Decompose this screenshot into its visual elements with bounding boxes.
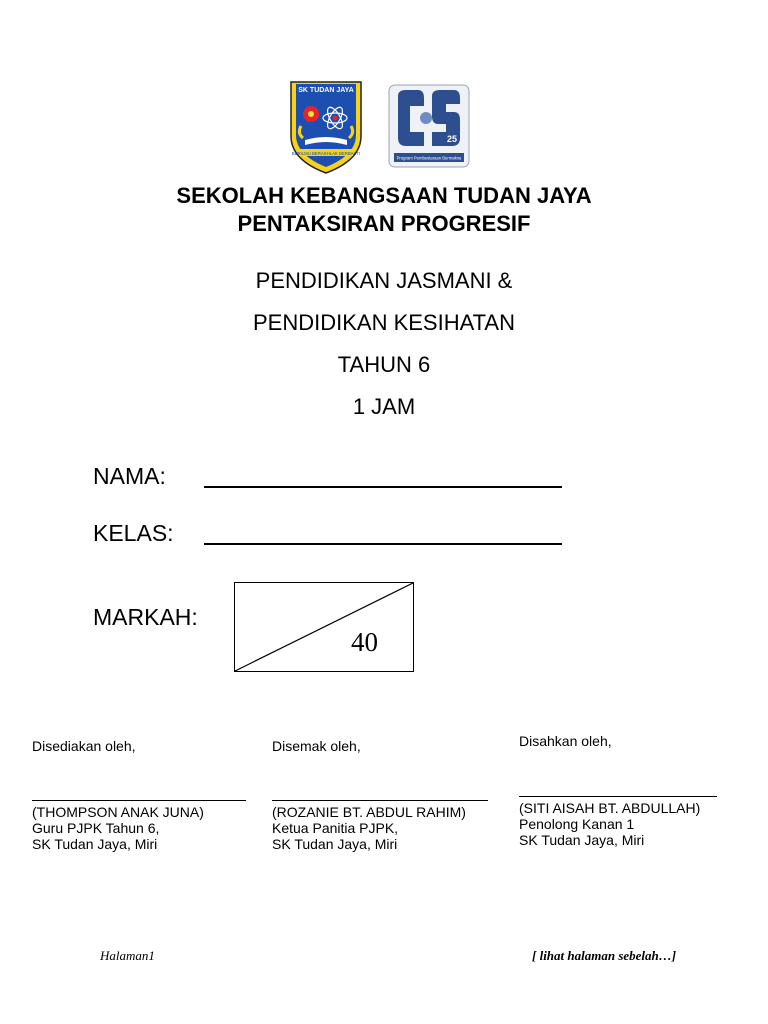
marks-diagonal [235,583,413,671]
crest-text: SK TUDAN JAYA [298,87,354,94]
assessment-title: PENTAKSIRAN PROGRESIF [237,211,531,236]
year-label: TAHUN 6 [337,352,431,377]
marks-total: 40 [351,627,378,657]
approved-by-place: SK Tudan Jaya, Miri [519,832,645,848]
approved-by-role: Penolong Kanan 1 [519,816,635,832]
checked-by-caption: Disemak oleh, [272,738,361,754]
next-page-note: [ lihat halaman sebelah…] [532,948,677,963]
program-logo-number: 25 [446,134,458,144]
checked-by-place: SK Tudan Jaya, Miri [272,836,398,852]
checked-by-role: Ketua Panitia PJPK, [272,820,399,836]
school-name: SEKOLAH KEBANGSAAN TUDAN JAYA [176,183,592,208]
name-label: NAMA: [93,463,166,489]
approved-by-signature-line [519,796,717,797]
prepared-by-name: (THOMPSON ANAK JUNA) [32,804,204,820]
subject-line-1: PENDIDIKAN JASMANI & [255,268,513,293]
prepared-by-role: Guru PJPK Tahun 6, [32,820,160,836]
checked-by-signature-line [272,800,488,801]
duration-label: 1 JAM [352,394,416,419]
crest-motto: BERILMU BERAKHLAK BERBAKTI [291,151,361,156]
approved-by-caption: Disahkan oleh, [519,733,612,749]
name-field[interactable] [204,486,562,488]
marks-label: MARKAH: [93,604,198,630]
program-logo-text: Program Pembestaraan Bermakna [396,155,462,161]
class-label: KELAS: [93,520,174,546]
prepared-by-place: SK Tudan Jaya, Miri [32,836,158,852]
checked-by-name: (ROZANIE BT. ABDUL RAHIM) [272,804,466,820]
program-logo [388,84,470,168]
school-crest-logo [287,78,365,176]
class-field[interactable] [204,543,562,545]
subject-line-2: PENDIDIKAN KESIHATAN [252,310,515,335]
prepared-by-signature-line [32,800,246,801]
prepared-by-caption: Disediakan oleh, [32,738,136,754]
approved-by-name: (SITI AISAH BT. ABDULLAH) [519,800,701,816]
page-number: Halaman1 [100,948,155,963]
marks-box[interactable] [234,582,414,672]
